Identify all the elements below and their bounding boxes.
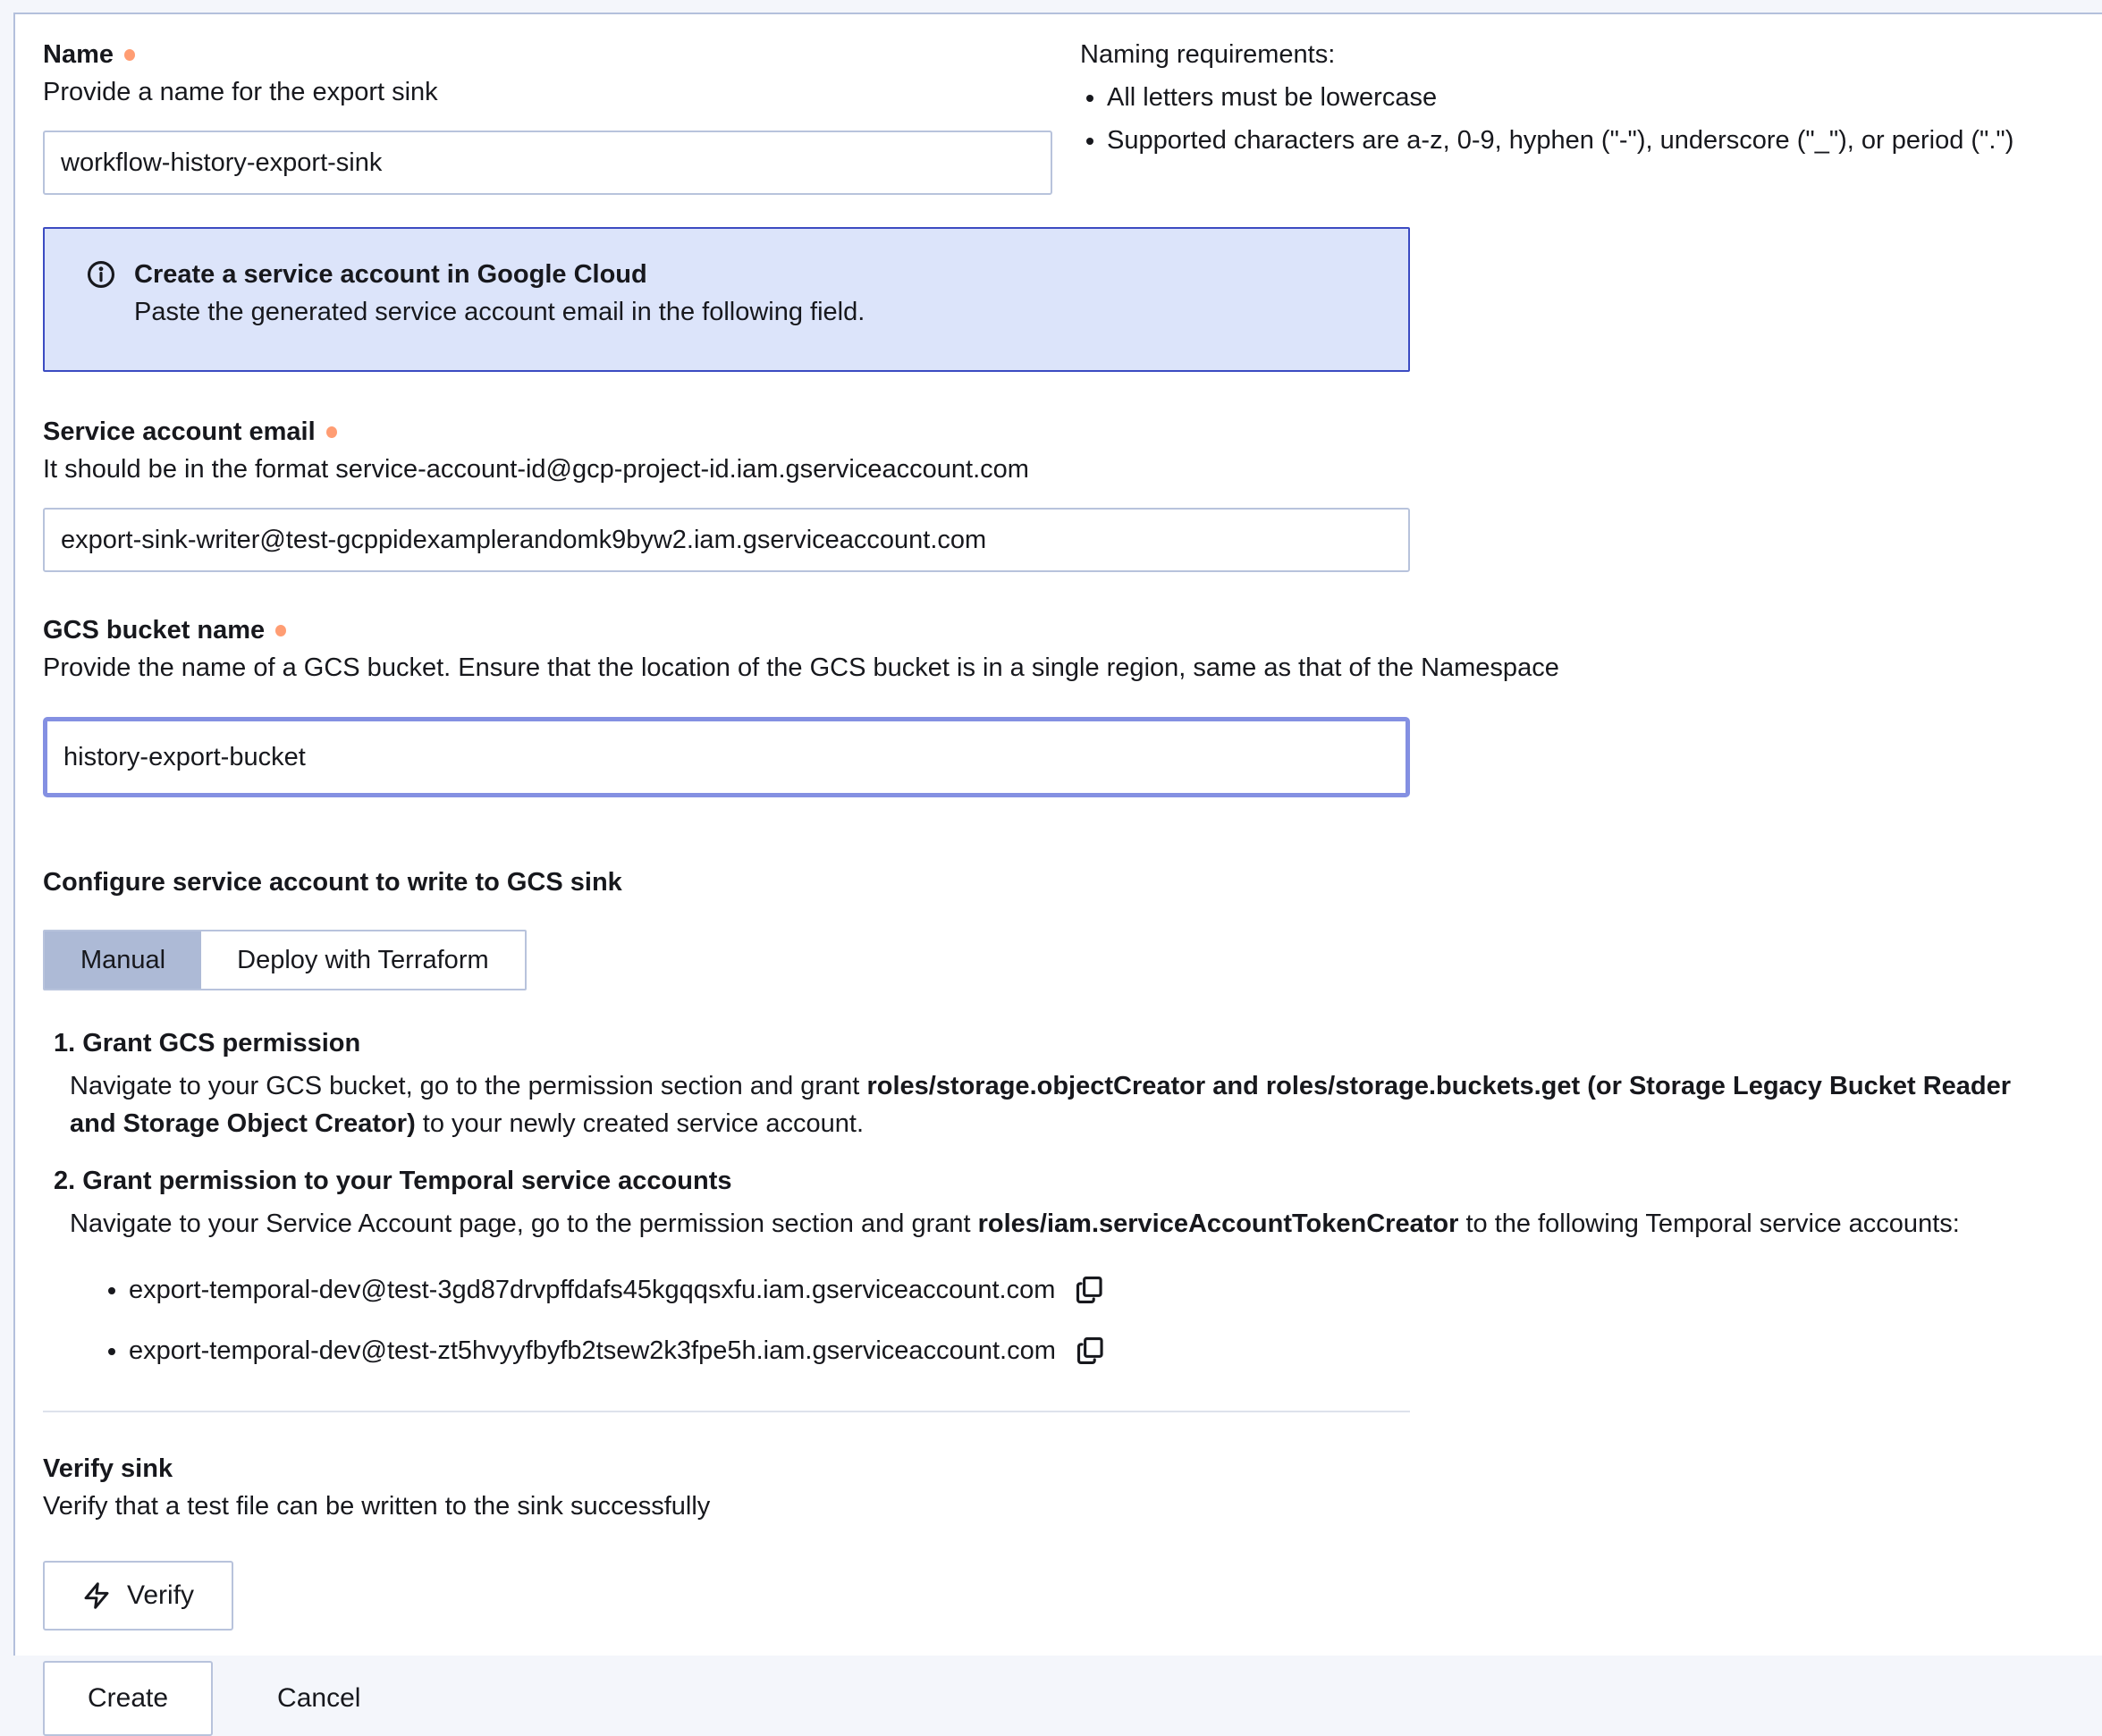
copy-button[interactable] [1075,1275,1105,1305]
bucket-label [43,611,2061,649]
tab-manual[interactable]: Manual [45,931,201,989]
name-section [43,36,2061,195]
tab-deploy-with-terraform[interactable]: Deploy with Terraform [201,931,525,989]
naming-requirements [1080,36,2061,195]
service-account-email-input[interactable] [43,508,1410,572]
step-text: to your newly created service account. [416,1109,864,1138]
create-button[interactable] [43,1661,213,1736]
step-text-bold: roles/storage.objectCreator and roles/storage.buckets.get (or Storage Legacy Bucket Reader and Storage Object Creator) [70,1072,2011,1138]
service-account-section [43,413,2061,572]
deploy-method-tabs [43,930,527,990]
form-actions [43,1661,2061,1736]
temporal-account-email: • export-temporal-dev@test-3gd87drvpffdafs45kgqqsxfu.iam.gserviceaccount.com [129,1271,1055,1309]
naming-requirement-item: • Supported characters are a-z, 0-9, hyphen ("-"), underscore ("_"), or period (".") [1107,122,2061,159]
info-box-description: Paste the generated service account email in the following field. [134,293,1381,331]
verify-button-label: Verify [127,1580,194,1611]
name-description: Provide a name for the export sink [43,73,1052,111]
step-text: Navigate to your Service Account page, go to the permission section and grant [70,1209,978,1238]
verify-sink-title: Verify sink [43,1450,2061,1487]
list-item [129,1271,2061,1309]
copy-icon [1075,1275,1105,1305]
lightning-icon [82,1581,111,1610]
service-account-description: It should be in the format service-account-id@gcp-project-id.iam.gserviceaccount.com [43,451,2061,488]
section-divider [43,1411,1410,1412]
info-icon [86,259,116,290]
copy-button[interactable] [1076,1336,1106,1366]
step-text-bold: roles/iam.serviceAccountTokenCreator [978,1209,1459,1238]
name-input[interactable] [43,131,1052,195]
cancel-button-label: Cancel [277,1683,360,1713]
step-title: Grant GCS permission [82,1024,360,1062]
cancel-button[interactable] [268,1683,369,1714]
naming-requirements-title: Naming requirements: [1080,36,2061,73]
step-text: Navigate to your GCS bucket, go to the permission section and grant [70,1072,866,1100]
list-item [129,1332,2061,1369]
temporal-service-accounts-list [43,1271,2061,1369]
service-account-info-box [43,227,1410,372]
name-label-text: Name [43,40,114,69]
naming-requirements-list [1080,79,2061,159]
service-account-label-text: Service account email [43,417,316,446]
bucket-section [43,611,2061,797]
bucket-description: Provide the name of a GCS bucket. Ensure that the location of the GCS bucket is in a single region, same as that of the Namespace [43,649,2061,687]
step-number: 2. [54,1162,75,1200]
step-grant-gcs-permission [43,1024,2061,1142]
bucket-label-text: GCS bucket name [43,616,265,645]
name-field-column [43,36,1052,195]
configure-section-title: Configure service account to write to GCS sink [43,864,2061,901]
temporal-account-email: • export-temporal-dev@test-zt5hvyyfbyfb2tsew2k3fpe5h.iam.gserviceaccount.com [129,1332,1056,1369]
step-number: 1. [54,1024,75,1062]
bucket-name-input[interactable] [43,717,1410,797]
step-title: Grant permission to your Temporal service accounts [82,1162,731,1200]
copy-icon [1076,1336,1106,1366]
step-grant-temporal-permission [43,1162,2061,1243]
create-button-label: Create [88,1683,168,1714]
required-dot [326,426,337,438]
name-label [43,36,1052,73]
step-text: to the following Temporal service accounts: [1458,1209,1959,1238]
step-instructions [70,1067,2055,1142]
naming-requirement-item: • All letters must be lowercase [1107,79,2061,116]
info-box-title: Create a service account in Google Cloud [134,256,1381,293]
required-dot [275,625,286,636]
verify-sink-description: Verify that a test file can be written to the sink successfully [43,1487,2061,1525]
export-sink-form-panel [13,13,2102,1656]
service-account-label [43,413,2061,451]
required-dot [124,49,135,61]
step-instructions [70,1205,2055,1243]
verify-button[interactable] [43,1561,233,1631]
